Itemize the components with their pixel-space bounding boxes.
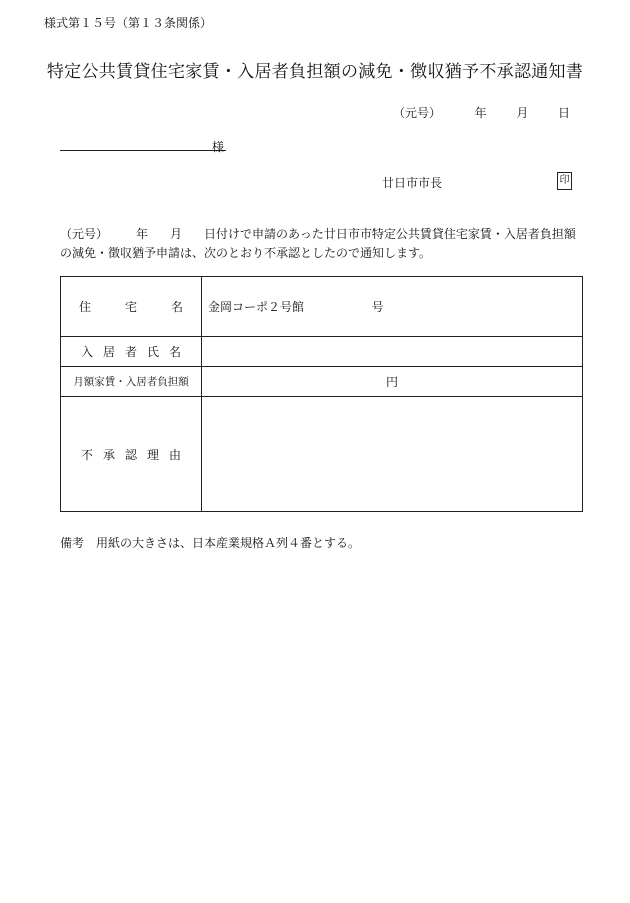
date-month-label: 月 [516,106,529,120]
reason-value [202,397,583,512]
housing-name-label [61,277,202,337]
body-year-label: 年 [136,227,149,241]
label-char: 入 [81,345,94,359]
table-row [61,277,583,337]
body-era: （元号） [60,227,109,241]
label-char: 宅 [124,300,137,314]
housing-name-value [202,277,583,337]
label-char: 住 [79,300,92,314]
resident-name-label [61,337,202,367]
label-char: 者 [124,345,137,359]
issuer-name: 廿日市市長 [382,176,443,190]
label-char: 氏 [146,345,159,359]
label-char: 名 [170,300,183,314]
label-char: 不 [81,447,94,462]
monthly-rent-label: 月額家賃・入居者負担額 [61,367,202,397]
date-year-label: 年 [474,106,487,120]
resident-name-value [202,337,583,367]
body-month-label: 月 [170,227,183,241]
table-row [61,337,583,367]
monthly-rent-value [202,367,583,397]
table-row [61,367,583,397]
document-title: 特定公共賃貸住宅家賃・入居者負担額の減免・徴収猶予不承認通知書 [46,62,584,82]
table-row [61,397,583,512]
form-number: 様式第１５号（第１３条関係） [44,16,213,30]
footnote: 備考 用紙の大きさは、日本産業規格Ａ列４番とする。 [60,536,361,550]
seal-mark: 印 [557,172,572,190]
label-char: 名 [168,345,181,359]
label-char: 由 [168,447,181,462]
yen-unit: 円 [385,375,398,389]
notification-body [60,225,585,263]
issue-date [393,104,570,121]
label-char: 居 [102,345,115,359]
details-table [60,276,583,512]
date-era: （元号） [392,106,441,120]
housing-room-suffix: 号 [371,300,384,314]
body-text: 日付けで申請のあった廿日市市特定公共賃貸住宅家賃・入居者負担額の減免・徴収猶予申請は、次のとおり不承認としたので通知します。 [60,227,576,260]
label-char: 承 [102,447,115,462]
addressee-suffix: 様 [212,140,225,154]
housing-building-name: 金岡コーポ２号館 [208,300,305,314]
date-day-label: 日 [557,106,570,120]
label-char: 理 [146,447,159,462]
reason-label [61,397,202,512]
label-char: 認 [124,447,137,462]
addressee-name-line [60,150,226,151]
